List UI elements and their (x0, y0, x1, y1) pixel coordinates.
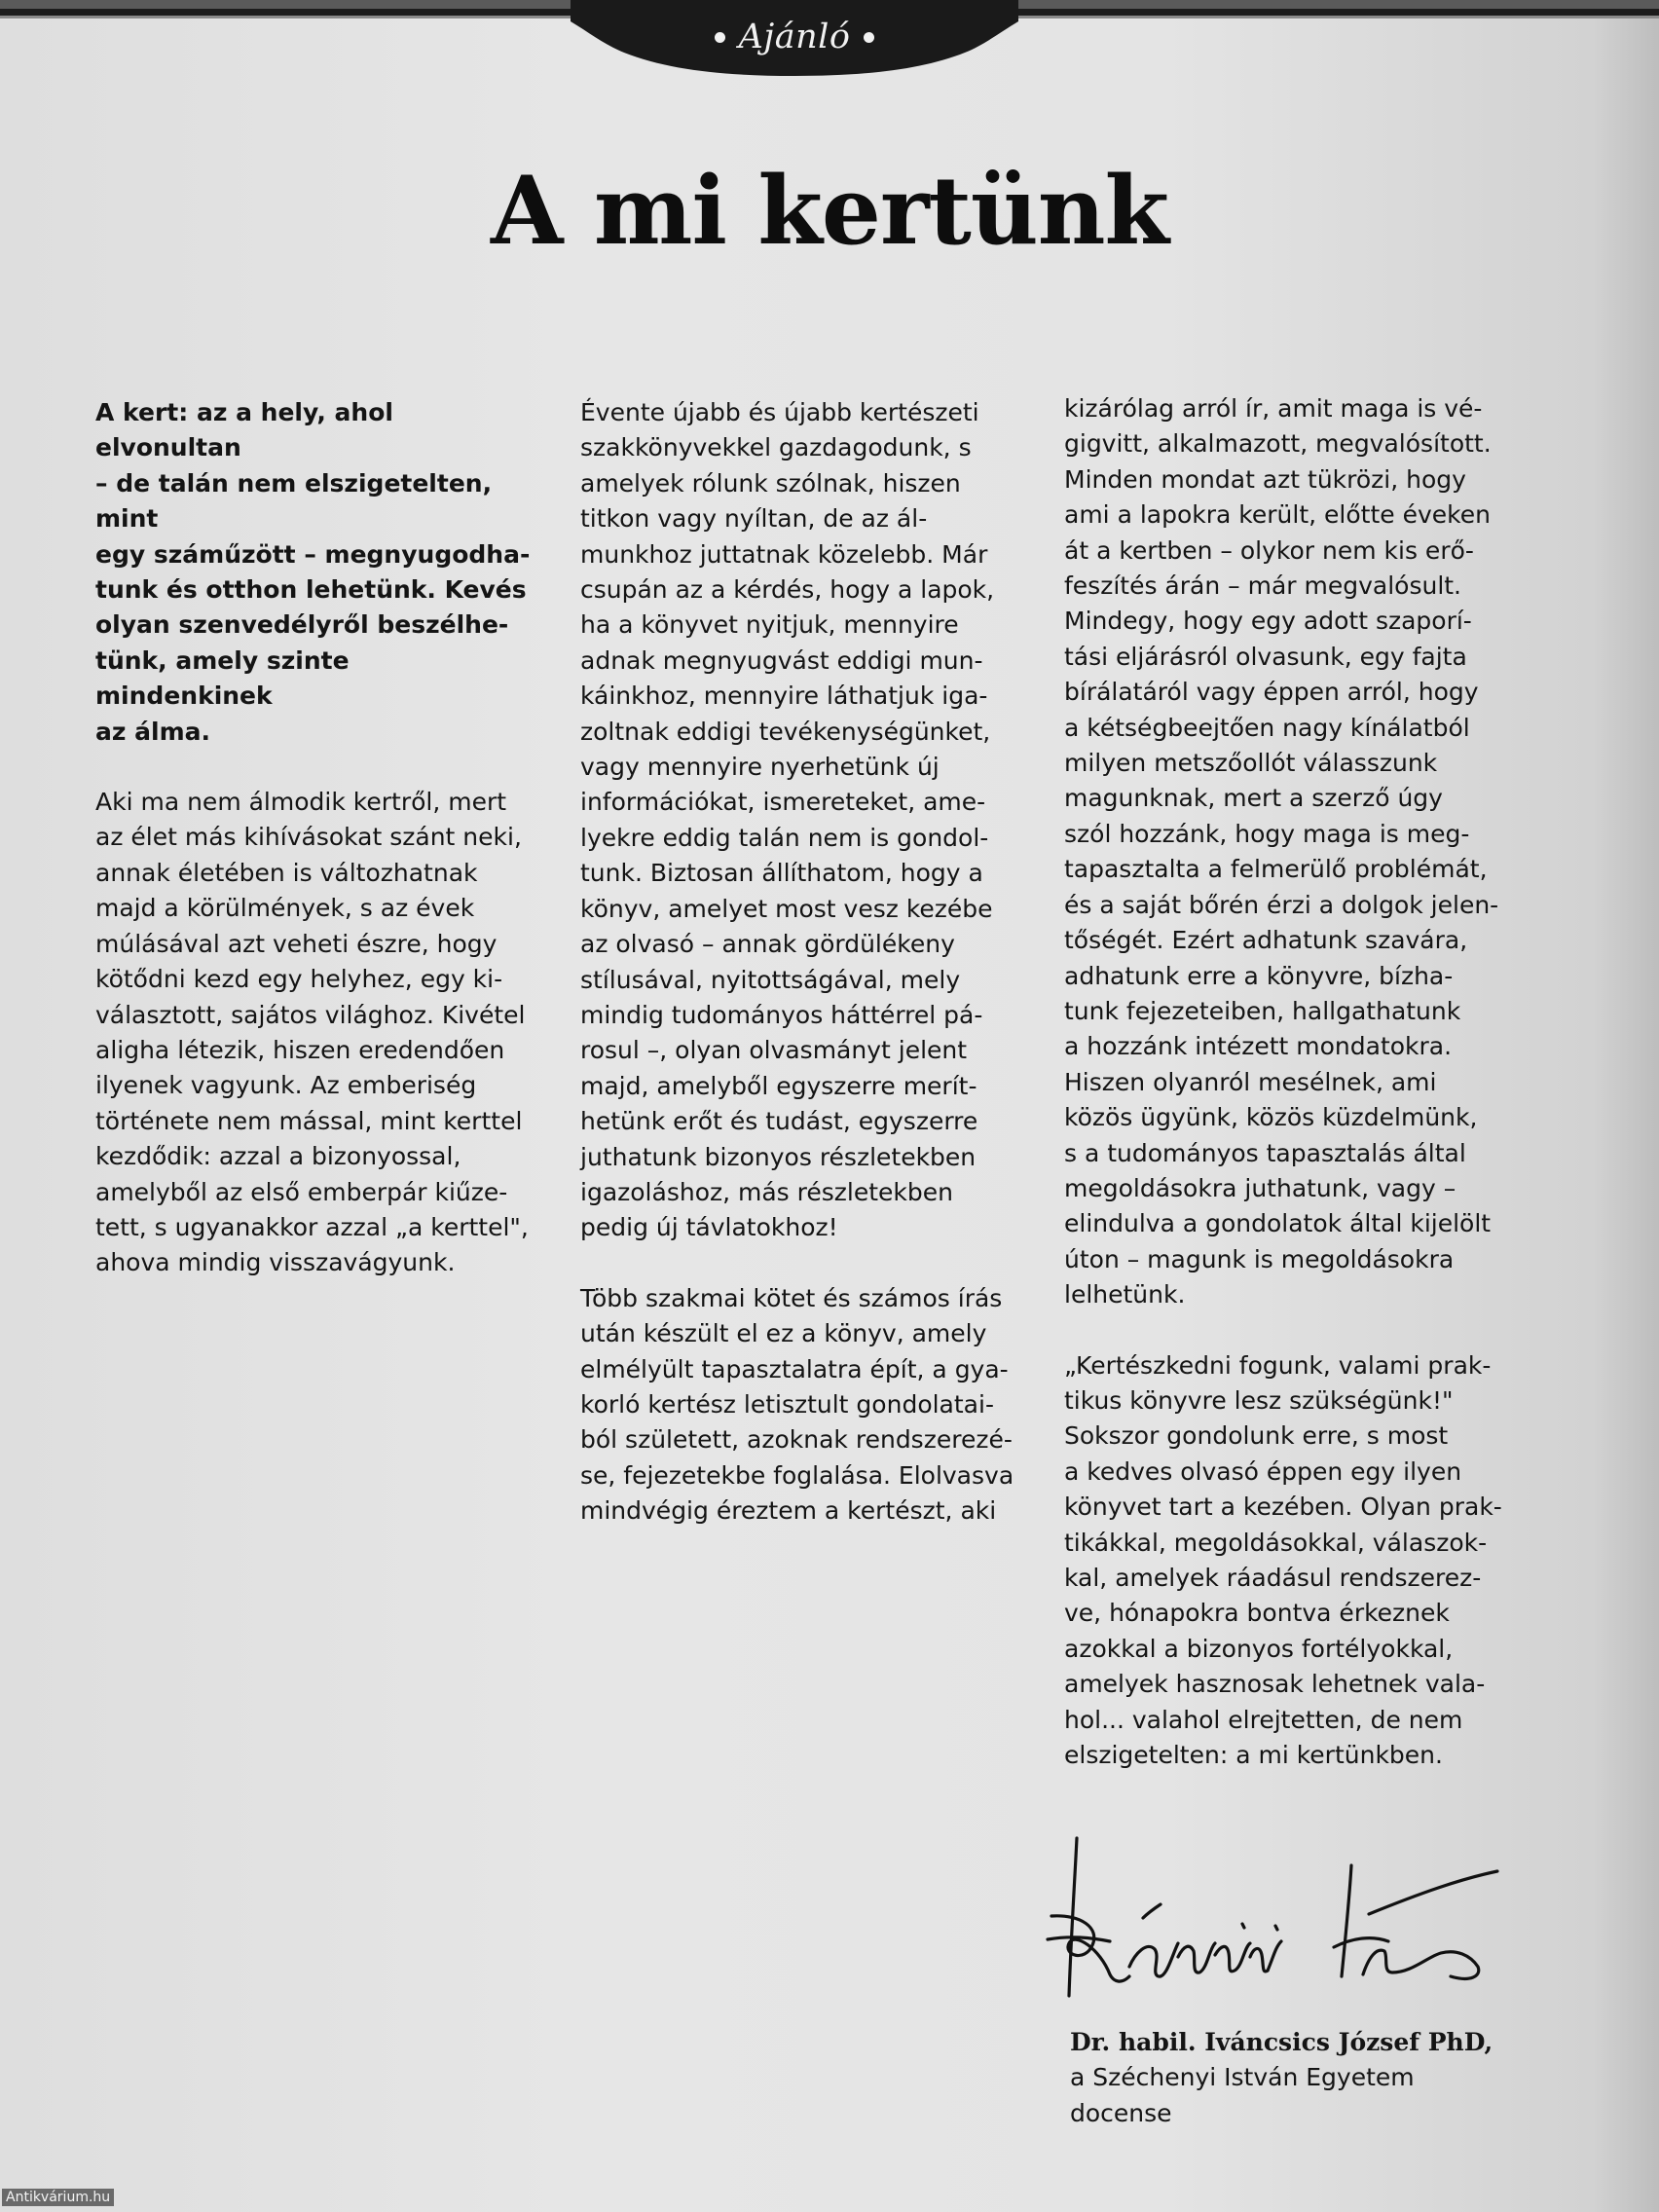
author-affiliation: a Széchenyi István Egyetem docense (1070, 2063, 1415, 2127)
column-2 (580, 395, 1018, 1530)
column-1 (95, 395, 534, 1281)
column-3 (1064, 391, 1502, 1773)
page-title: A mi kertünk (491, 156, 1168, 266)
paragraph: „Kertészkedni fogunk, valami prak- tikus könyvre lesz szükségünk!" Sokszor gondolunk erre, s most a kedves olvasó éppen egy ilyen könyvet tart a kezében. Olyan prak- tikákkal, megoldásokkal, válaszok- kal, amelyek ráadásul rendszerez- ve, hónapokra bontva érkeznek azokkal a bizonyos fortélyokkal, amelyek hasznosak lehetnek vala- hol... valahol elrejtetten, de nem elszigetelten: a mi kertünkben. (1064, 1350, 1502, 1770)
paragraph: Évente újabb és újabb kertészeti szakkönyvekkel gazdagodunk, s amelyek rólunk szólnak, hiszen titkon vagy nyíltan, de az ál- munkhoz juttatnak közelebb. Már csupán az a kérdés, hogy a lapok, ha a könyvet nyitjuk, mennyire adnak megnyugvást eddigi mun- káinkhoz, mennyire láthatjuk iga- zoltnak eddigi tevékenységünket, vagy mennyire nyerhetünk új információkat, ismereteket, ame- lyekre eddig talán nem is gondol- tunk. Biztosan állíthatom, hogy a könyv, amelyet most vesz kezébe az olvasó – annak gördülékeny stílusával, nyitottságával, mely mindig tudományos háttérrel pá- rosul –, olyan olvasmányt jelent majd, amelyből egyszerre merít- hetünk erőt és tudást, egyszerre juthatunk bizonyos részletekben igazoláshoz, más részletekben pedig új távlatokhoz! (580, 398, 995, 1242)
watermark: Antikvárium.hu (2, 2189, 114, 2206)
bullet-dot-right (864, 32, 874, 43)
author-block (1070, 2025, 1576, 2131)
lead-paragraph: A kert: az a hely, ahol elvonultan – de talán nem elszigetelten, mint egy száműzött – megnyugodha- tunk és otthon lehetünk. Kevés olyan szenvedélyről beszélhe- tünk, amely szinte mindenkinek az álma. (95, 398, 531, 746)
paragraph: Aki ma nem álmodik kertről, mert az élet más kihívásokat szánt neki, annak életében is változhatnak majd a körülmények, s az évek múlásával azt veheti észre, hogy kötődni kezd egy helyhez, egy ki- választott, sajátos világhoz. Kivétel aligha létezik, hiszen eredendően ilyenek vagyunk. Az emberiség története nem mással, mint kerttel kezdődik: azzal a bizonyossal, amelyből az első emberpár kiűze- tett, s ugyanakkor azzal „a kerttel", ahova mindig visszavágyunk. (95, 788, 529, 1277)
paragraph: kizárólag arról ír, amit maga is vé- gigvitt, alkalmazott, megvalósított. Minden mondat azt tükrözi, hogy ami a lapokra került, előtte éveken át a kertben – olykor nem kis erő- feszítés árán – már megvalósult. Mindegy, hogy egy adott szaporí- tási eljárásról olvasunk, egy fajta bírálatáról vagy éppen arról, hogy a kétségbeejtően nagy kínálatból milyen metszőollót válasszunk magunknak, mert a szerző úgy szól hozzánk, hogy maga is meg- tapasztalta a felmerülő problémát, és a saját bőrén érzi a dolgok jelen- tőségét. Ezért adhatunk szavára, adhatunk erre a könyvre, bízha- tunk fejezeteiben, hallgathatunk a hozzánk intézett mondatokra. Hiszen olyanról mesélnek, ami közös ügyünk, közös küzdelmünk, s a tudományos tapasztalás által megoldásokra juthatunk, vagy – elindulva a gondolatok által kijelölt úton – magunk is megoldásokra lelhetünk. (1064, 394, 1499, 1309)
section-label (571, 10, 1018, 64)
bullet-dot-left (715, 32, 725, 43)
section-label-text: Ajánló (738, 18, 851, 56)
paragraph: Több szakmai kötet és számos írás után készült el ez a könyv, amely elmélyült tapasztalatra épít, a gya- korló kertész letisztult gondolatai- ból született, azoknak rendszerezé- se, fejezetekbe foglalása. Elolvasva mindvégig éreztem a kertészt, aki (580, 1283, 1014, 1526)
author-name: Dr. habil. Iváncsics József PhD, (1070, 2028, 1493, 2056)
handwritten-signature (1042, 1830, 1499, 2006)
